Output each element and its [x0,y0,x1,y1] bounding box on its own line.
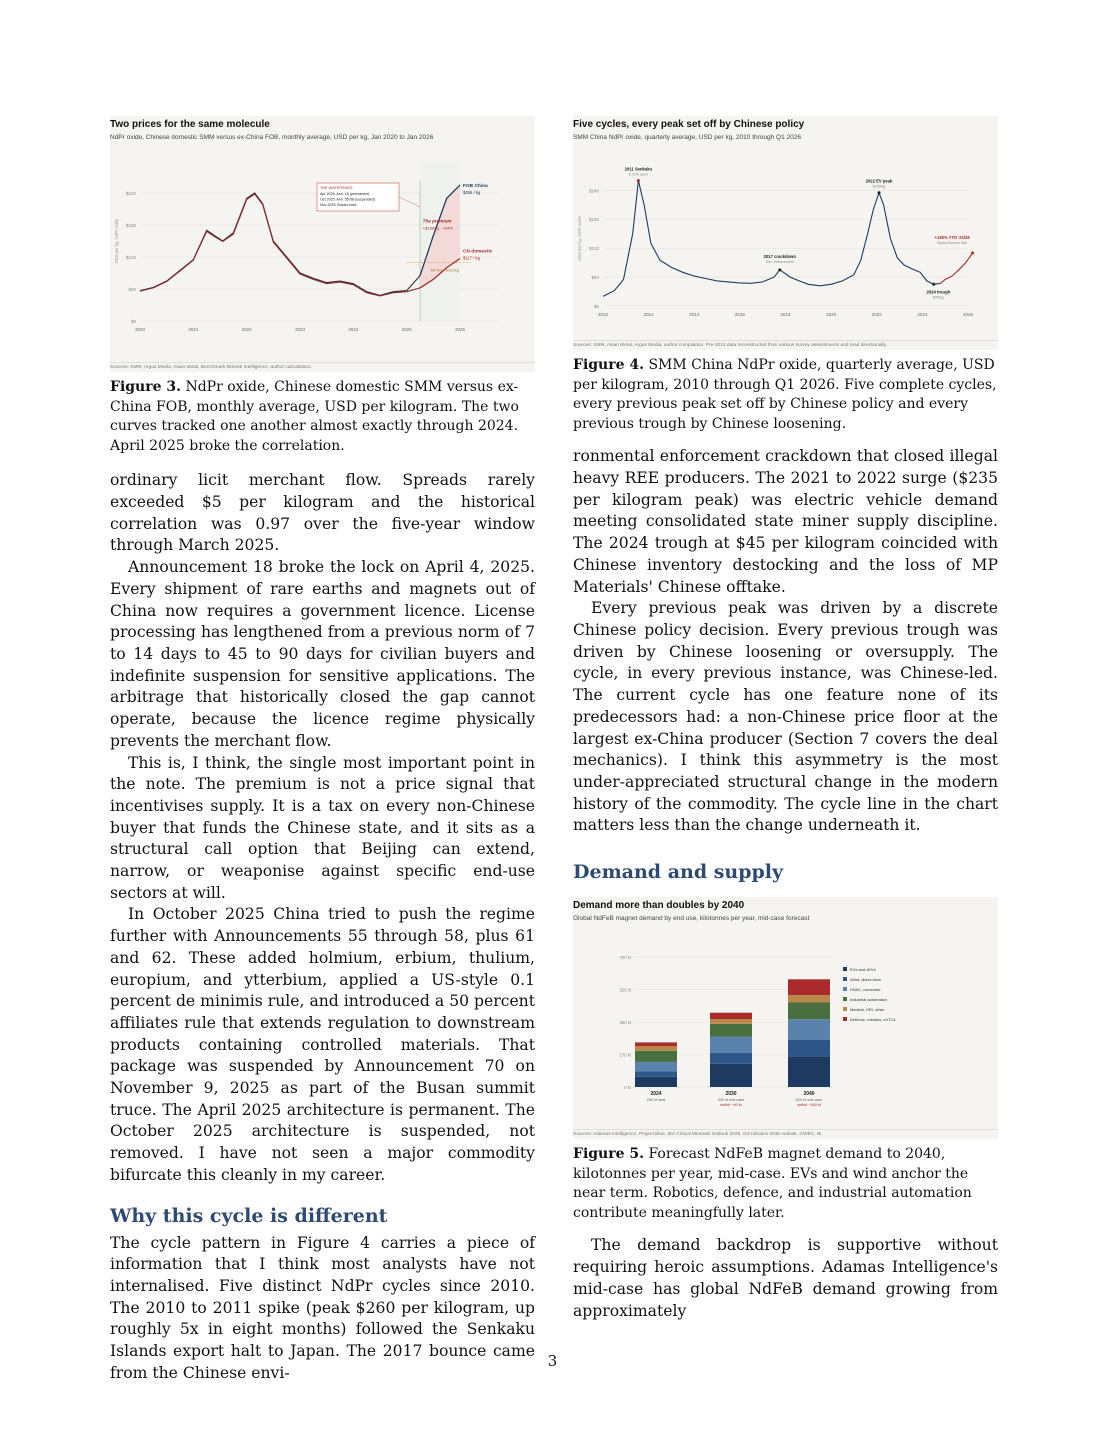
series-line-fob [140,185,460,295]
figure-4-caption-label: Figure 4. [573,357,644,373]
annotation-ev-sub: $235/kg [872,184,886,189]
annotation-ytd-sub: Export licence bite [937,240,967,245]
category-note: 259 kt total [646,1098,666,1103]
bar-segment [635,1046,677,1051]
legend-label: Industrial automation [850,997,888,1003]
peak-marker-2022 [878,191,881,194]
y-tick-label: $240 [588,188,599,194]
x-tick-label: 2026 [454,327,466,332]
y-tick-label: 700 kt [619,955,631,961]
category-label: 2024 [650,1091,662,1098]
y-tick-label: 525 kt [619,987,631,993]
x-tick-label: 2020 [826,312,837,317]
peak-marker-2011 [637,179,640,182]
page-number: 3 [547,1352,558,1370]
bar-segment [788,1019,830,1039]
bar-segment [710,1024,752,1037]
bar-segment [788,995,830,1002]
bar-segment [710,1019,752,1024]
figure-5-subtitle: Global NdFeB magnet demand by end use, kilotonnes per year, mid-case forecast [573,915,810,923]
legend-swatch [843,967,847,971]
body-paragraph: The demand backdrop is supportive without requiring heroic assumptions. Adamas Intelligence's mid-case has global NdFeB demand growing from approximately [573,1236,998,1320]
figure-4-caption-text: SMM China NdPr oxide, quarterly average, USD per kilogram, 2010 through Q1 2026. Five complete cycles, every previous peak set off by Chinese policy and every previous trough by Chinese loosening. [573,357,997,432]
category-note: 620 kt mid-case [795,1098,823,1103]
cn-value: $117 / kg [463,255,480,261]
marker-current [971,251,974,254]
y-tick-label: $240 [125,191,136,196]
premium-label: The premium [422,218,452,224]
figure-4-source: Sources: SMM, Asian Metal, Argus Media, author compilation. Pre-2014 data reconstructed from various survey assessments and read directionally. [573,340,998,348]
x-tick-label: 2022 [871,312,882,317]
series-line-cn [140,194,460,296]
annotation-trough-sub: $45/kg [932,295,944,300]
y-tick-label: $0 [130,319,136,324]
legend-label: HVAC, consumer [850,987,881,993]
fob-value: $255 / kg [463,190,481,195]
body-paragraph: Every previous peak was driven by a discrete Chinese policy decision. Every previous trough was driven by Chinese loosening or oversupply. The cycle, in every previous instance, was Chinese-led. The current cycle has one feature none of its predecessors had: a non-Chinese price floor at the largest ex-China producer (Section 7 covers the deal mechanics). I think this asymmetry is the most under-appreciated structural change in the modern history of the commodity. The cycle line in the chart matters less than the change underneath it. [573,599,998,835]
figure-5-source: Sources: Adamas Intelligence, Project Blue, IEA Critical Minerals Outlook 2025, GS robotics 2035 outlook, GWEC, BI. [573,1129,998,1137]
figure-3-plot [110,146,535,361]
x-tick-label: 2020 [134,327,146,332]
figure-5-caption-label: Figure 5. [573,1146,644,1163]
series-line-recent [941,253,973,283]
figure-3-caption [110,378,535,456]
y-axis-label: USD per kg, NdPr oxide [114,218,119,264]
legend-label: EVs and xEVs [850,967,876,973]
body-paragraph: This is, I think, the single most important point in the note. The premium is not a price signal that incentivises supply. It is a tax on every non-Chinese buyer that funds the Chinese state, and it sits as a structural call option that Beijing can extend, narrow, or weaponise against specific end-use sectors at will. [110,753,535,902]
annotation-trough: 2024 trough [926,289,951,295]
category-label: 2040 [803,1091,815,1098]
body-paragraph: ordinary licit merchant flow. Spreads rarely exceeded $5 per kilogram and the historical correlation was 0.97 over the five-year window through March 2025. [110,471,535,555]
x-tick-label: 2022 [241,327,252,332]
watershed-line-text: Nov 2025: Busan truce [320,203,357,207]
figure-5-plot [573,929,998,1129]
legend-label: Wind, direct-drive [850,977,882,983]
bar-segment [635,1071,677,1077]
fob-label: FOB China [463,184,488,189]
y-tick-label: $180 [125,223,136,228]
figure-4-chart [573,116,998,350]
body-paragraph: In October 2025 China tried to push the regime further with Announcements 55 through 58, plus 61 and 62. These added holmium, erbium, thulium, europium, and ytterbium, applied a US-style 0.1 percent de minimis rule, and introduced a 50 percent affiliates rule that extends regulation to downstream products containing controlled materials. That package was suspended by Announcement 70 on November 9, 2025 as part of the Busan summit truce. The April 2025 architecture is permanent. The October 2025 architecture is suspended, not removed. I have not seen a major commodity bifurcate this cleanly in my career. [110,905,535,1184]
legend-swatch [843,977,847,981]
annotation-ev: 2022 EV peak [865,178,893,184]
x-tick-label: 2023 [294,327,306,332]
y-tick-label: 175 kt [619,1052,631,1058]
y-tick-label: $0 [593,304,599,309]
figure-3-subtitle: NdPr oxide, Chinese domestic SMM versus ex-China FOB, monthly average, USD per kg, Jan 2020 to Jan 2026 [110,134,434,141]
category-deficit: deficit ~160 kt [797,1103,821,1108]
bar-segment [710,1037,752,1053]
y-axis-label: USD per kg, NdPr oxide [577,216,582,261]
figure-3-caption-text: NdPr oxide, Chinese domestic SMM versus ex-China FOB, monthly average, USD per kilogram. The two curves tracked one another almost exactly through 2024. April 2025 broke the correlation. [110,379,519,454]
figure-4-plot [573,146,998,336]
x-tick-label: 2014 [689,312,700,317]
section-heading-demand: Demand and supply [573,861,784,884]
figure-3-caption-label: Figure 3. [110,379,181,395]
bar-segment [710,1053,752,1064]
bar-segment [635,1062,677,1071]
bar-segment [710,1013,752,1020]
x-tick-label: 2025 [401,327,412,332]
x-tick-label: 2024 [348,327,359,332]
y-tick-label: 350 kt [619,1020,631,1026]
legend-swatch [843,987,847,991]
figure-3-chart [110,116,535,372]
y-tick-label: $120 [125,255,136,260]
y-tick-label: $60 [128,287,136,292]
figure-3-title: Two prices for the same molecule [110,119,270,130]
legend-label: Defence, robotics, eVTOL [850,1017,896,1023]
figure-4-subtitle: SMM China NdPr oxide, quarterly average, USD per kg, 2010 through Q1 2026 [573,134,801,141]
x-tick-label: 2024 [917,312,928,317]
watershed-line-text: Oct 2025: Ann. 55-58 (suspended) [320,197,375,202]
mp-floor-label: MP floor $110/kg [430,268,460,273]
right-column [573,116,998,1322]
annotation-crackdown: 2017 crackdown [763,253,796,259]
bar-segment [635,1077,677,1087]
bar-segment [788,1056,830,1087]
body-paragraph: Announcement 18 broke the lock on April 4, 2025. Every shipment of rare earths and magnets out of China now requires a government licence. License processing has lengthened from a previous norm of 7 to 14 days to 45 to 90 days for civilian buyers and indefinite suspension for sensitive applications. The arbitrage that historically closed the gap cannot operate, because the licence regime physically prevents the merchant flow. [110,558,535,750]
bar-segment [710,1064,752,1087]
x-tick-label: 2021 [188,327,199,332]
trough-marker-2024 [932,283,935,286]
annotation-crackdown-sub: Env. enforcement [765,259,794,264]
y-tick-label: 0 kt [624,1085,631,1091]
annotation-ytd: +138% YTD '25/26 [934,234,970,240]
legend-swatch [843,997,847,1001]
x-tick-label: 2026 [962,312,974,317]
annotation-senkaku: 2011 Senkaku [624,166,653,172]
section-heading-why: Why this cycle is different [110,1204,388,1227]
bar-segment [788,1040,830,1057]
x-tick-label: 2012 [643,312,654,317]
body-paragraph: ronmental enforcement crackdown that closed illegal heavy REE producers. The 2021 to 2022 surge ($235 per kilogram peak) was electric vehicle demand meeting consolidated state miner supply discipline. The 2024 trough at $45 per kilogram coincided with Chinese inventory destocking and the loss of MP Materials' Chinese offtake. [573,447,998,596]
annotation-senkaku-sub: $ Jxxb apex [628,172,648,177]
figure-4-caption [573,356,998,434]
cn-label: CN domestic [463,249,493,255]
watershed-header: THE WATERSHED [320,186,353,190]
marker-2017 [778,268,781,271]
figure-4-title: Five cycles, every peak set off by Chinese policy [573,119,805,130]
figure-3-source: Sources: SMM, Argus Media, Asian Metal, Benchmark Mineral Intelligence, author calculations. [110,362,535,370]
x-tick-label: 2016 [734,312,745,317]
bar-segment [788,1003,830,1020]
watershed-line-text: Apr 2025: Ann. 18 (permanent) [320,192,370,196]
left-column [110,116,535,1385]
y-tick-label: $180 [588,217,599,223]
y-tick-label: $60 [591,275,599,281]
bar-segment [635,1042,677,1046]
figure-5-chart [573,897,998,1139]
legend-label: Medical, HRI, other [850,1007,885,1013]
category-label: 2030 [725,1091,737,1098]
watershed-connector [399,197,420,207]
category-note: 400 kt mid-case [717,1098,745,1103]
bar-segment [788,979,830,995]
x-tick-label: 2018 [780,312,791,317]
x-tick-label: 2010 [597,312,609,317]
category-deficit: deficit ~60 kt [720,1103,742,1108]
premium-value: +$138/kg · +84% [422,225,454,231]
series-line [603,178,941,297]
figure-5-title: Demand more than doubles by 2040 [573,900,745,912]
body-paragraph: The cycle pattern in Figure 4 carries a piece of information that I think most analysts have not internalised. Five distinct NdPr cycles since 2010. The 2010 to 2011 spike (peak $260 per kilogram, up roughly 5x in eight months) followed the Senkaku Islands export halt to Japan. The 2017 bounce came from the Chinese envi- [110,1233,535,1382]
y-tick-label: $120 [588,246,599,252]
figure-5-caption [573,1145,998,1223]
figure-5-caption-text: Forecast NdFeB magnet demand to 2040, kilotonnes per year, mid-case. EVs and wind anchor the near term. Robotics, defence, and industrial automation contribute meaningfully later. [573,1146,972,1221]
bar-segment [635,1051,677,1062]
legend-swatch [843,1007,847,1011]
legend-swatch [843,1017,847,1021]
